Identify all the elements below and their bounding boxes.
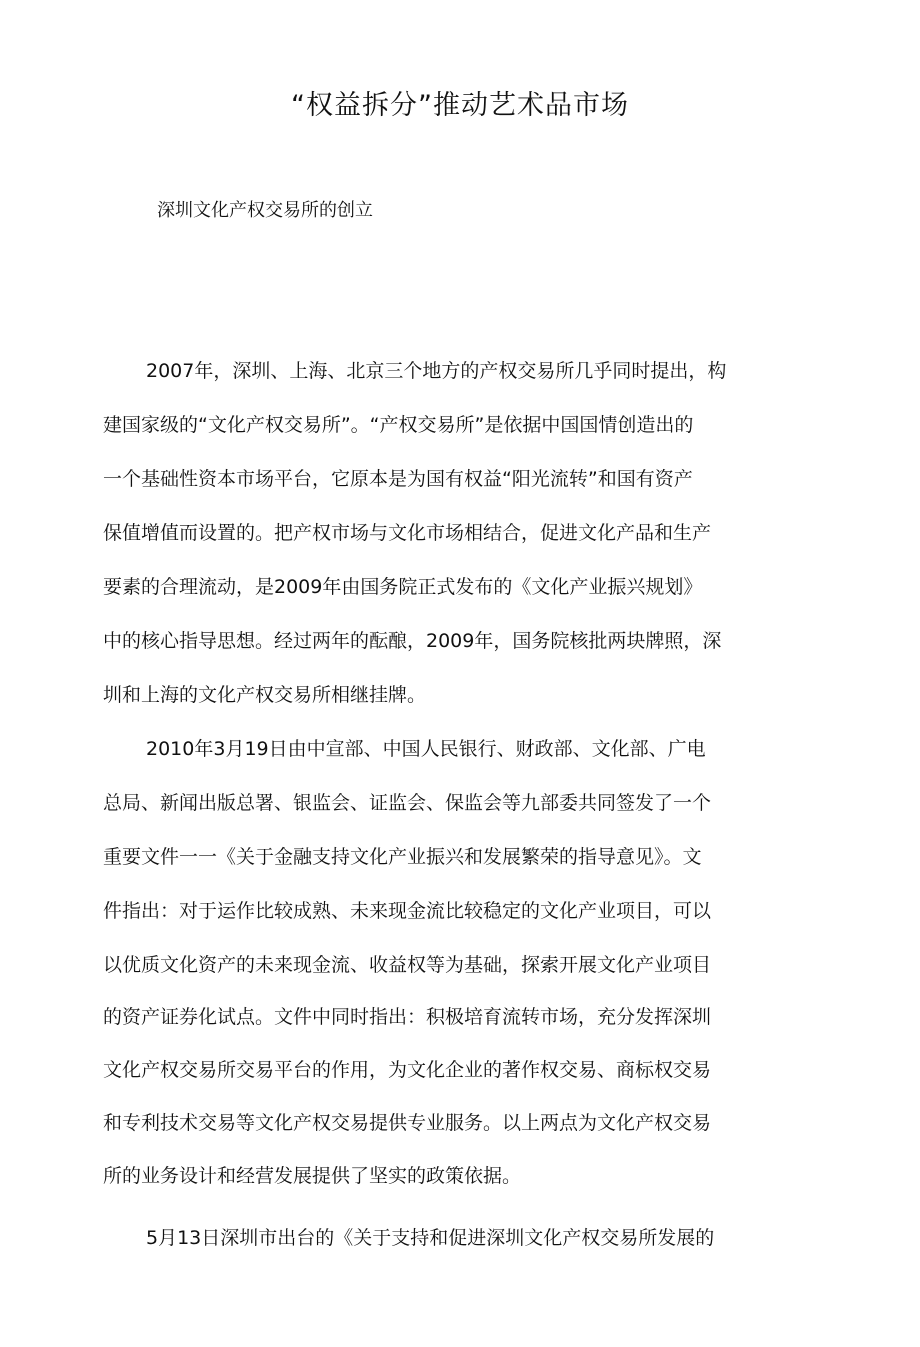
paragraph-line: 5月13日深圳市出台的《关于支持和促进深圳文化产权交易所发展的 [146,1227,715,1249]
paragraph-line: 和专利技术交易等文化产权交易提供专业服务。以上两点为文化产权交易 [103,1112,712,1134]
paragraph-line: 圳和上海的文化产权交易所相继挂牌。 [103,684,427,706]
paragraph-line: 以优质文化资产的未来现金流、收益权等为基础，探索开展文化产业项目 [103,954,712,976]
paragraph-line: 一个基础性资本市场平台，它原本是为国有权益“阳光流转”和国有资产 [103,468,693,490]
paragraph-line: 要素的合理流动，是2009年由国务院正式发布的《文化产业振兴规划》 [103,576,703,598]
paragraph-line: 建国家级的“文化产权交易所”。“产权交易所”是依据中国国情创造出的 [103,414,694,436]
paragraph-line: 的资产证券化试点。文件中同时指出：积极培育流转市场，充分发挥深圳 [103,1006,712,1028]
paragraph-line: 2007年，深圳、上海、北京三个地方的产权交易所几乎同时提出，构 [146,360,727,382]
paragraph-line: 重要文件一一《关于金融支持文化产业振兴和发展繁荣的指导意见》。文 [103,846,702,868]
paragraph-line: 保值增值而设置的。把产权市场与文化市场相结合，促进文化产品和生产 [103,522,712,544]
paragraph-line: 中的核心指导思想。经过两年的酝酿，2009年，国务院核批两块牌照，深 [103,630,722,652]
paragraph-line: 总局、新闻出版总署、银监会、证监会、保监会等九部委共同签发了一个 [103,792,712,814]
paragraph-line: 所的业务设计和经营发展提供了坚实的政策依据。 [103,1165,522,1187]
section-subtitle: 深圳文化产权交易所的创立 [157,200,373,221]
paragraph-line: 文化产权交易所交易平台的作用，为文化企业的著作权交易、商标权交易 [103,1059,712,1081]
document-title: “权益拆分”推动艺术品市场 [291,90,629,121]
paragraph-line: 件指出：对于运作比较成熟、未来现金流比较稳定的文化产业项目，可以 [103,900,712,922]
paragraph-line: 2010年3月19日由中宣部、中国人民银行、财政部、文化部、广电 [146,738,706,760]
